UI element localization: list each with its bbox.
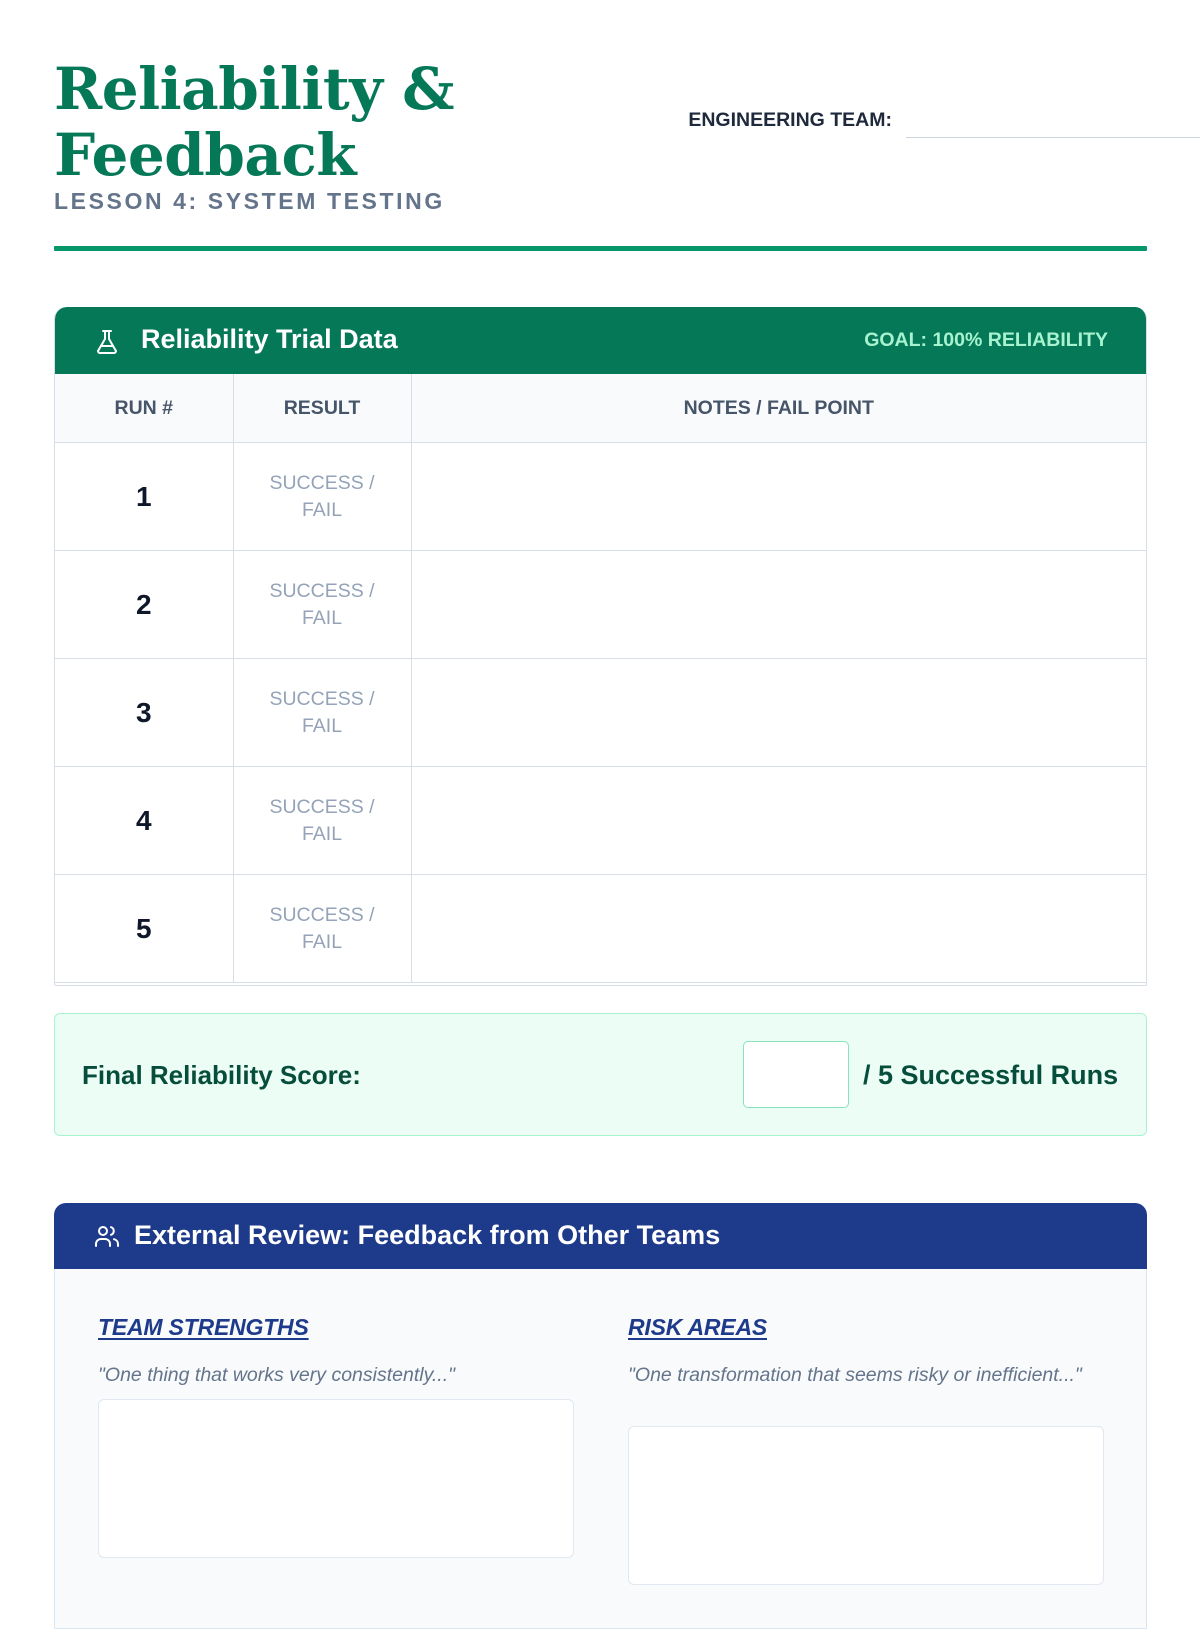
engineering-team-label: ENGINEERING TEAM: bbox=[688, 109, 892, 131]
notes-cell[interactable] bbox=[411, 659, 1146, 767]
users-icon bbox=[94, 1224, 120, 1248]
team-strengths-prompt: "One thing that works very consistently..." bbox=[98, 1364, 456, 1386]
risk-areas-input[interactable] bbox=[628, 1426, 1104, 1585]
external-review-header bbox=[54, 1203, 1147, 1269]
page-title: Reliability & Feedback bbox=[54, 55, 454, 189]
reliability-goal: GOAL: 100% RELIABILITY bbox=[864, 329, 1108, 351]
final-score-suffix: / 5 Successful Runs bbox=[863, 1060, 1119, 1090]
run-number: 3 bbox=[55, 659, 233, 767]
worksheet-header bbox=[54, 0, 1147, 254]
notes-cell[interactable] bbox=[411, 767, 1146, 875]
notes-cell[interactable] bbox=[411, 443, 1146, 551]
column-header-run: RUN # bbox=[55, 374, 233, 443]
result-cell[interactable] bbox=[233, 659, 411, 767]
run-number: 1 bbox=[55, 443, 233, 551]
column-header-result: RESULT bbox=[233, 374, 411, 443]
notes-cell[interactable] bbox=[411, 875, 1146, 983]
trial-table bbox=[55, 374, 1146, 983]
result-options: SUCCESS / FAIL bbox=[269, 471, 375, 521]
table-row bbox=[55, 443, 1146, 551]
run-number: 4 bbox=[55, 767, 233, 875]
engineering-team-field[interactable] bbox=[906, 137, 1200, 138]
team-strengths-heading: TEAM STRENGTHS bbox=[98, 1314, 309, 1340]
header-divider bbox=[54, 246, 1147, 251]
result-options: SUCCESS / FAIL bbox=[269, 579, 375, 629]
run-number: 5 bbox=[55, 875, 233, 983]
trial-card-title: Reliability Trial Data bbox=[141, 324, 398, 354]
team-strengths-input[interactable] bbox=[98, 1399, 574, 1558]
lesson-subtitle: LESSON 4: SYSTEM TESTING bbox=[54, 188, 445, 214]
risk-areas-heading: RISK AREAS bbox=[628, 1314, 767, 1340]
table-row bbox=[55, 551, 1146, 659]
external-review-body bbox=[54, 1269, 1147, 1629]
result-cell[interactable] bbox=[233, 875, 411, 983]
table-row bbox=[55, 659, 1146, 767]
result-options: SUCCESS / FAIL bbox=[269, 687, 375, 737]
table-row bbox=[55, 875, 1146, 983]
result-cell[interactable] bbox=[233, 767, 411, 875]
run-number: 2 bbox=[55, 551, 233, 659]
flask-icon bbox=[95, 329, 119, 355]
final-score-input[interactable] bbox=[743, 1041, 849, 1108]
result-options: SUCCESS / FAIL bbox=[269, 795, 375, 845]
final-score-label: Final Reliability Score: bbox=[82, 1060, 361, 1090]
worksheet-page bbox=[54, 0, 1147, 1386]
reliability-trial-card bbox=[54, 307, 1147, 986]
result-cell[interactable] bbox=[233, 551, 411, 659]
risk-areas-prompt: "One transformation that seems risky or inefficient..." bbox=[628, 1364, 1082, 1386]
trial-table-header-row bbox=[55, 374, 1146, 443]
final-score-box bbox=[54, 1013, 1147, 1136]
external-review-title: External Review: Feedback from Other Teams bbox=[134, 1220, 721, 1250]
result-options: SUCCESS / FAIL bbox=[269, 903, 375, 953]
table-row bbox=[55, 767, 1146, 875]
column-header-notes: NOTES / FAIL POINT bbox=[411, 374, 1146, 443]
result-cell[interactable] bbox=[233, 443, 411, 551]
trial-card-header bbox=[55, 307, 1147, 374]
notes-cell[interactable] bbox=[411, 551, 1146, 659]
